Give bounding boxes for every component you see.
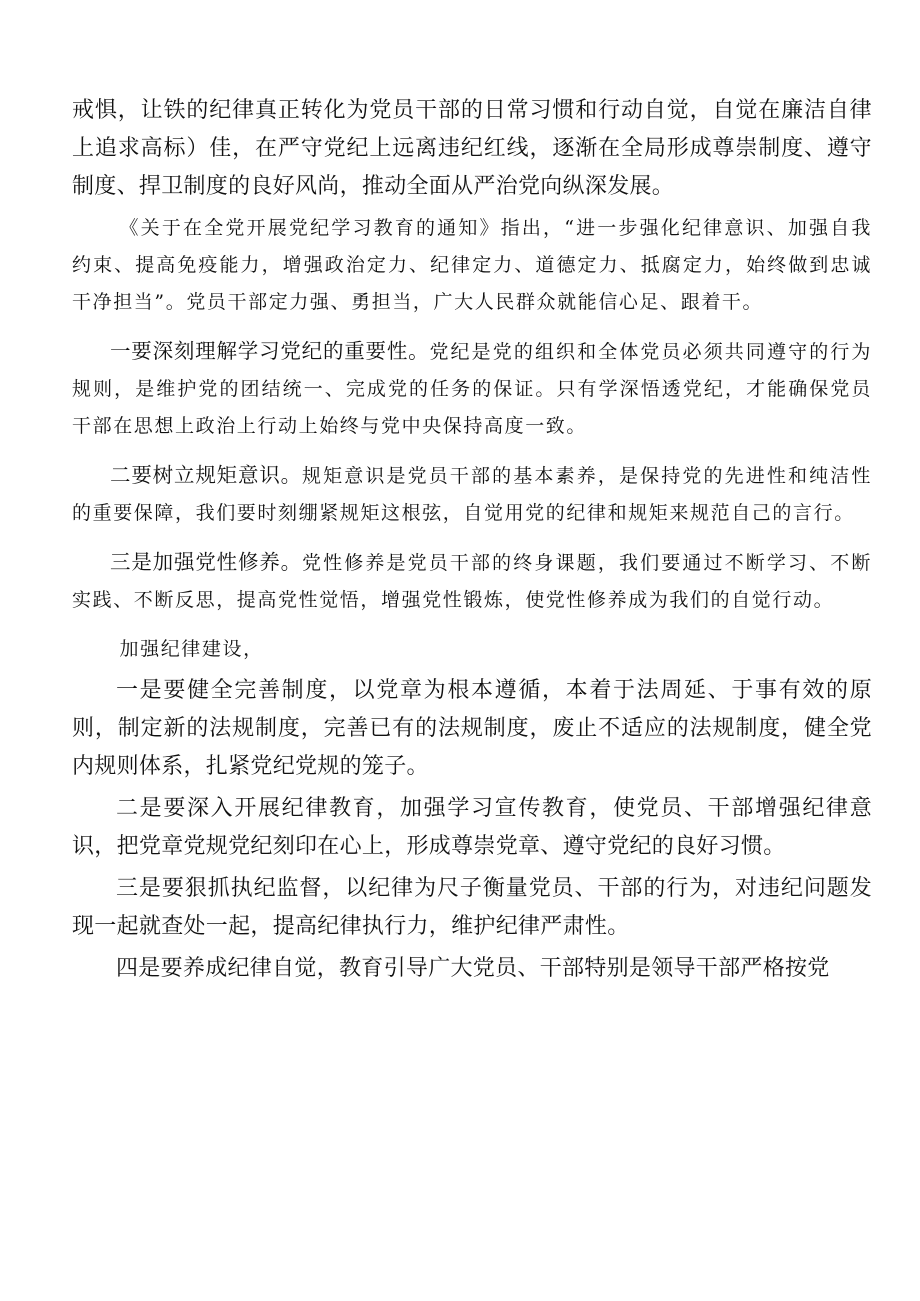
paragraph-4-heading: 二要树立规矩意识。 (110, 463, 302, 487)
paragraph-7: 一是要健全完善制度，以党章为根本遵循，本着于法周延、于事有效的原则，制定新的法规制度，完善已有的法规制度，废止不适应的法规制度，健全党内规则体系，扎紧党纪党规的笼子。 (72, 678, 872, 779)
paragraph-3 (72, 333, 872, 445)
paragraph-9: 三是要狠抓执纪监督，以纪律为尺子衡量党员、干部的行为，对违纪问题发现一起就查处一起，提高纪律执行力，维护纪律严肃性。 (72, 876, 872, 939)
paragraph-4 (72, 457, 872, 532)
paragraph-5 (72, 544, 872, 619)
paragraph-5-body: 党性修养是党员干部的终身课题，我们要通过不断学习、不断实践、不断反思，提高党性觉悟，增强党性锻炼，使党性修养成为我们的自觉行动。 (72, 552, 872, 611)
paragraph-6: 加强纪律建设， (119, 638, 264, 660)
paragraph-10: 四是要养成纪律自觉，教育引导广大党员、干部特别是领导干部严格按党 (116, 956, 830, 981)
paragraph-5-heading: 三是加强党性修养。 (110, 550, 302, 574)
document-page (72, 92, 872, 988)
paragraph-3-body: 党纪是党的组织和全体党员必须共同遵守的行为规则，是维护党的团结统一、完成党的任务的保证。只有学深悟透党纪，才能确保党员干部在思想上政治上行动上始终与党中央保持高度一致。 (72, 341, 872, 437)
paragraph-2: 《关于在全党开展党纪学习教育的通知》指出，“进一步强化纪律意识、加强自我约束、提高免疫能力，增强政治定力、纪律定力、道德定力、抵腐定力，始终做到忠诚干净担当”。党员干部定力强、勇担当，广大人民群众就能信心足、跟着干。 (72, 217, 872, 313)
paragraph-1: 戒惧，让铁的纪律真正转化为党员干部的日常习惯和行动自觉，自觉在廉洁自律上追求高标）佳，在严守党纪上远离违纪红线，逐渐在全局形成尊崇制度、遵守制度、捍卫制度的良好风尚，推动全面从严治党向纵深发展。 (72, 98, 872, 199)
paragraph-3-heading: 一要深刻理解学习党纪的重要性。 (110, 339, 430, 363)
paragraph-4-body: 规矩意识是党员干部的基本素养，是保持党的先进性和纯洁性的重要保障，我们要时刻绷紧规矩这根弦，自觉用党的纪律和规矩来规范自己的言行。 (72, 465, 872, 524)
paragraph-8: 二是要深入开展纪律教育，加强学习宣传教育，使党员、干部增强纪律意识，把党章党规党纪刻印在心上，形成尊崇党章、遵守党纪的良好习惯。 (72, 796, 872, 859)
